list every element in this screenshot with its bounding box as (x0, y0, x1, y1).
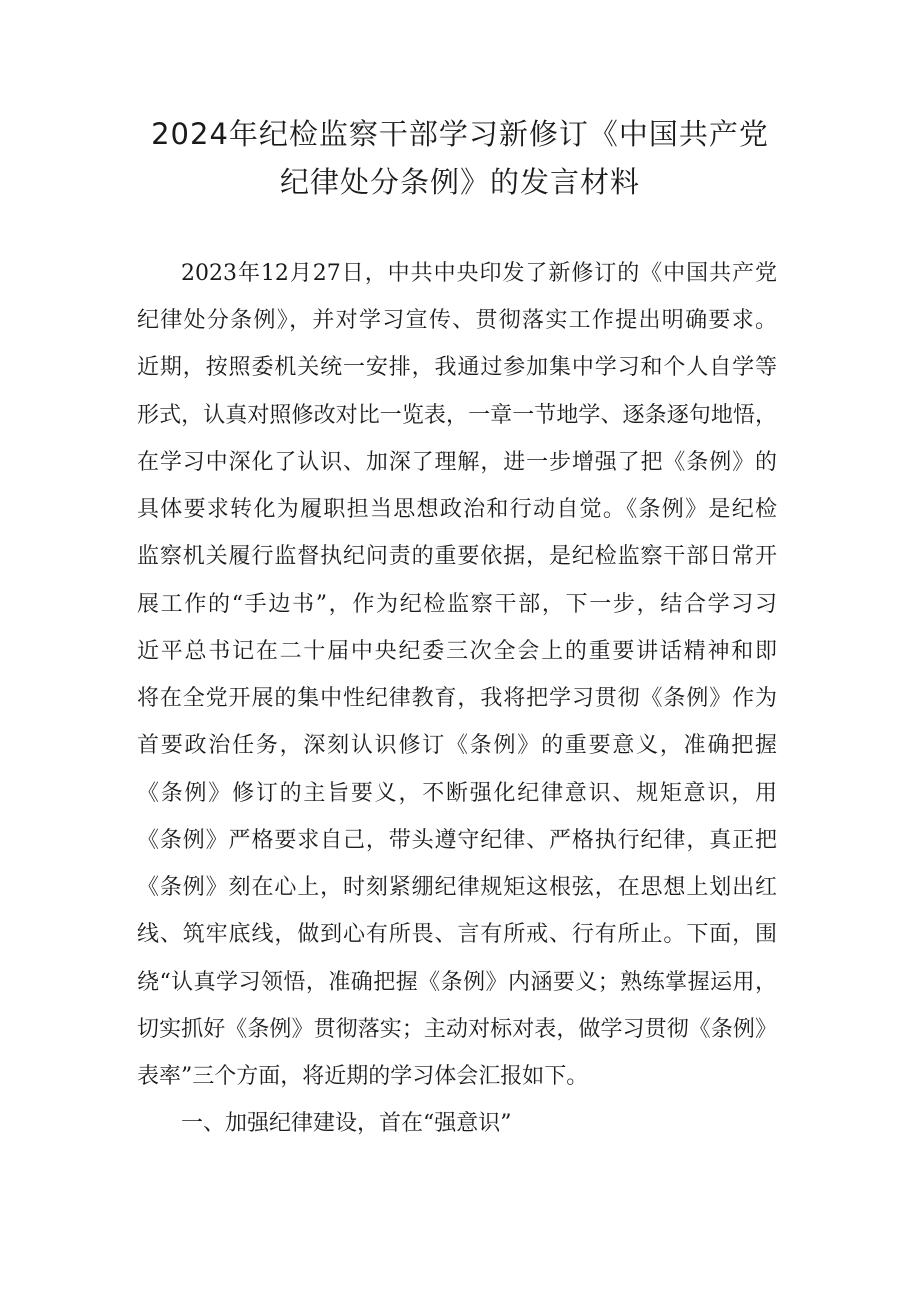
body-line: 具体要求转化为履职担当思想政治和行动自觉。《条例》是纪检 (137, 497, 777, 522)
body-line: 在学习中深化了认识、加深了理解，进一步增强了把《条例》的 (137, 450, 777, 475)
section-heading: 一、加强纪律建设，首在“强意识” (181, 1111, 512, 1136)
body-line: 《条例》严格要求自己，带头遵守纪律、严格执行纪律，真正把 (137, 828, 777, 853)
body-line: 绕“认真学习领悟，准确把握《条例》内涵要义；熟练掌握运用， (137, 970, 777, 995)
document-title-line-1: 2024年纪检监察干部学习新修订《中国共产党 (151, 117, 769, 151)
body-line: 《条例》修订的主旨要义，不断强化纪律意识、规矩意识，用 (137, 781, 777, 806)
body-line: 首要政治任务，深刻认识修订《条例》的重要意义，准确把握 (137, 733, 777, 758)
body-line: 形式，认真对照修改对比一览表，一章一节地学、逐条逐句地悟， (137, 403, 777, 428)
body-line: 《条例》刻在心上，时刻紧绷纪律规矩这根弦，在思想上划出红 (137, 875, 777, 900)
body-line: 近期，按照委机关统一安排，我通过参加集中学习和个人自学等 (137, 355, 777, 380)
body-line: 纪律处分条例》，并对学习宣传、贯彻落实工作提出明确要求。 (137, 308, 777, 333)
body-line: 近平总书记在二十届中央纪委三次全会上的重要讲话精神和即 (137, 639, 777, 664)
document-title-line-2: 纪律处分条例》的发言材料 (279, 165, 640, 199)
body-line: 表率”三个方面，将近期的学习体会汇报如下。 (137, 1064, 589, 1089)
body-line: 线、筑牢底线，做到心有所畏、言有所戒、行有所止。下面，围 (137, 922, 777, 947)
body-line: 切实抓好《条例》贯彻落实；主动对标对表，做学习贯彻《条例》 (137, 1017, 777, 1042)
body-line: 将在全党开展的集中性纪律教育，我将把学习贯彻《条例》作为 (137, 686, 777, 711)
body-line: 2023年12月27日，中共中央印发了新修订的《中国共产党 (181, 261, 777, 286)
body-line: 展工作的“手边书”，作为纪检监察干部，下一步，结合学习习 (137, 592, 777, 617)
body-line: 监察机关履行监督执纪问责的重要依据，是纪检监察干部日常开 (137, 544, 777, 569)
